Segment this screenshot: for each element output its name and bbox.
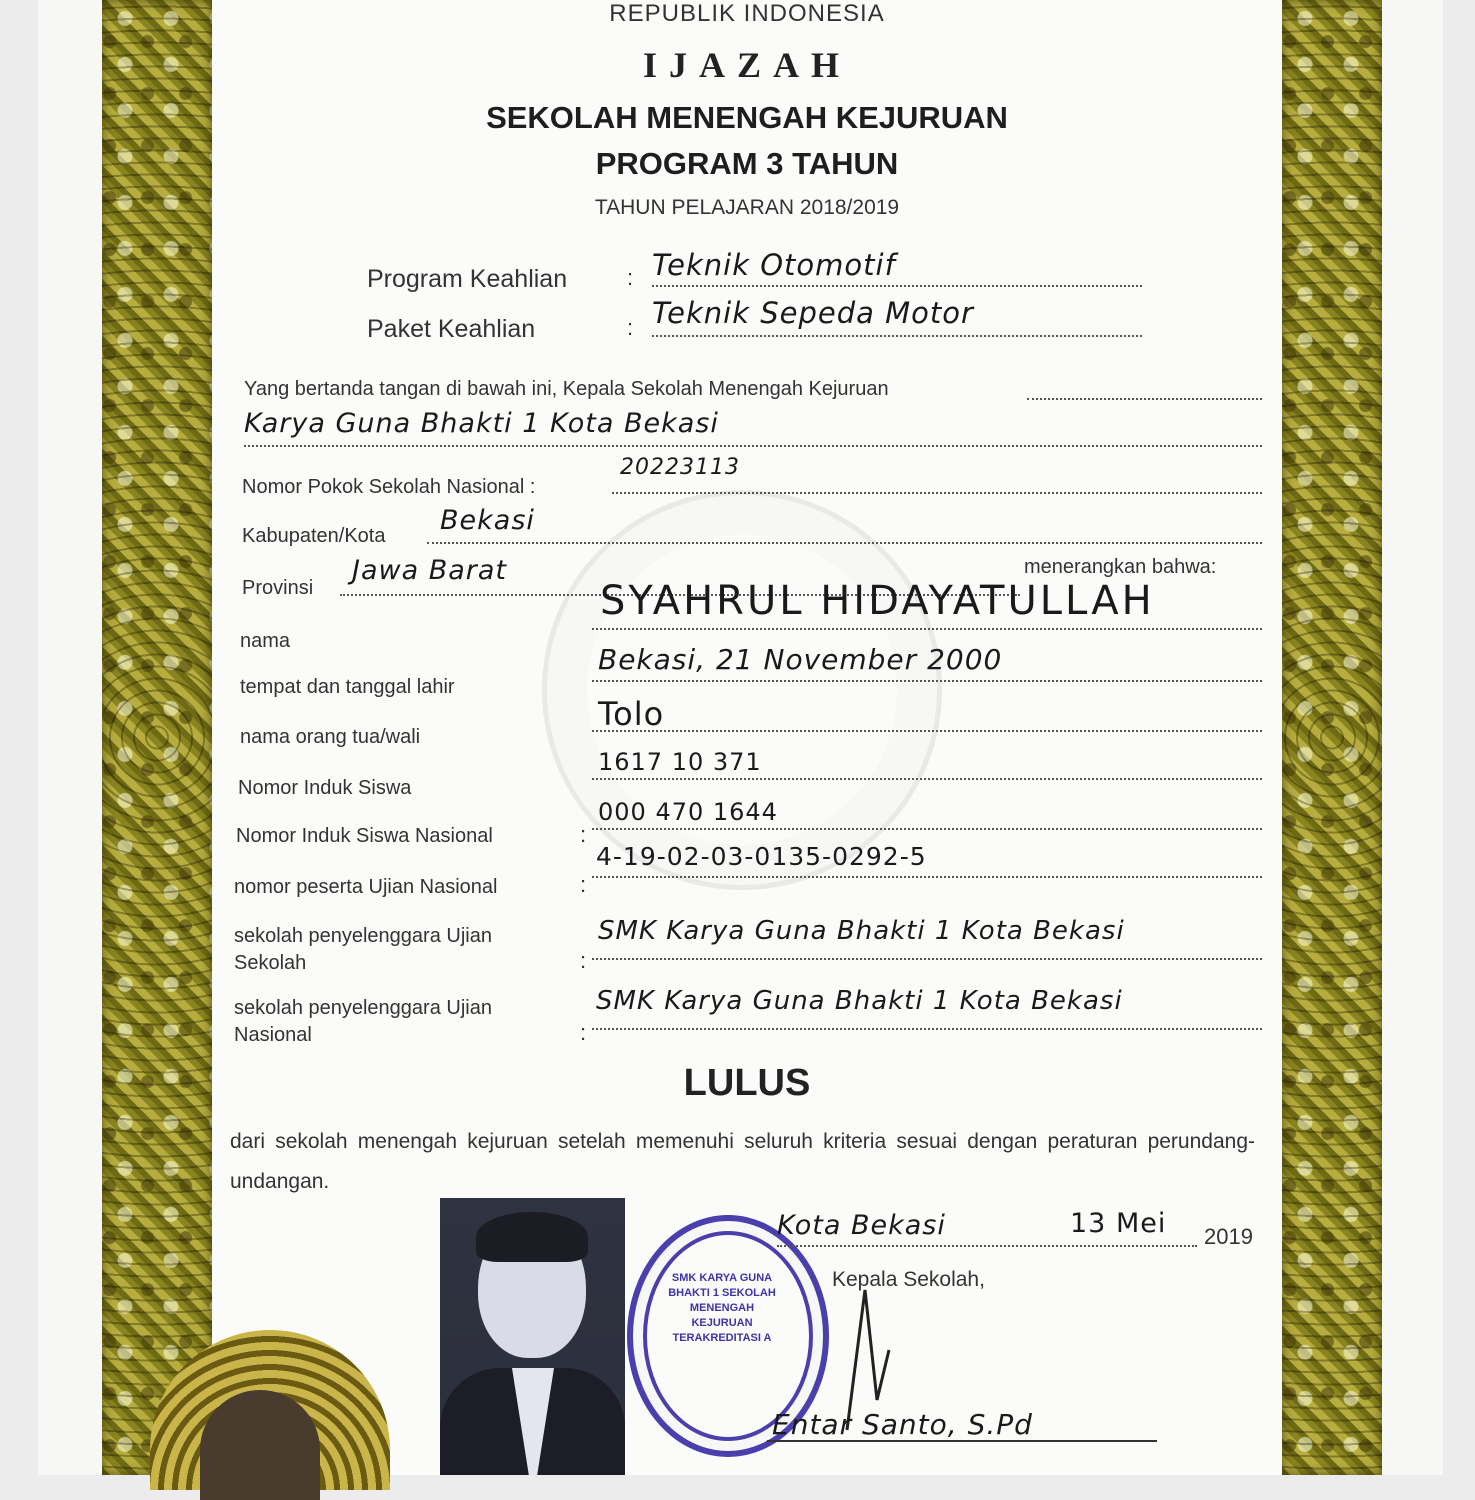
result-status: LULUS — [683, 1062, 811, 1104]
paket-keahlian-label: Paket Keahlian — [367, 315, 536, 343]
signer-name: Entar Santo, S.Pd — [772, 1408, 1033, 1441]
program-keahlian-label: Program Keahlian — [367, 265, 568, 293]
program-duration: PROGRAM 3 TAHUN — [595, 146, 899, 181]
colon: : — [580, 948, 587, 973]
dotted-line — [592, 1028, 1262, 1030]
dotted-line — [1027, 398, 1262, 400]
provinsi-label: Provinsi — [242, 577, 314, 599]
npsn-label: Nomor Pokok Sekolah Nasional : — [242, 476, 536, 498]
colon: : — [580, 822, 587, 847]
ujian-sekolah-value: SMK Karya Guna Bhakti 1 Kota Bekasi — [598, 916, 1125, 946]
dotted-line — [612, 492, 1262, 494]
dotted-line — [592, 730, 1262, 732]
program-keahlian-value: Teknik Otomotif — [652, 248, 896, 282]
kabupaten-label: Kabupaten/Kota — [242, 525, 386, 547]
signing-date: 13 Mei — [1070, 1208, 1167, 1239]
nopes-value: 4-19-02-03-0135-0292-5 — [596, 842, 927, 871]
document-title: IJAZAH — [642, 45, 852, 85]
signing-year: 2019 — [1204, 1224, 1253, 1249]
ttl-value: Bekasi, 21 November 2000 — [598, 643, 1003, 676]
nisn-value: 000 470 1644 — [598, 798, 778, 826]
intro-text: Yang bertanda tangan di bawah ini, Kepala Sekolah Menengah Kejuruan — [244, 378, 889, 400]
dotted-line — [592, 778, 1262, 780]
watermark-seal — [542, 490, 942, 890]
signing-place: Kota Bekasi — [777, 1210, 946, 1241]
colon: : — [627, 315, 634, 340]
ujian-sekolah-label-2: Sekolah — [234, 952, 307, 974]
colon: : — [580, 872, 587, 897]
nisn-label: Nomor Induk Siswa Nasional — [236, 825, 493, 847]
stamp-text: SMK KARYA GUNA BHAKTI 1 SEKOLAH MENENGAH KEJURUAN TERAKREDITASI A — [668, 1272, 776, 1344]
dotted-line — [244, 445, 1262, 447]
header-republik: REPUBLIK INDONESIA — [609, 0, 885, 27]
ujian-nasional-label-2: Nasional — [234, 1024, 312, 1046]
dotted-line — [592, 876, 1262, 878]
paket-keahlian-value: Teknik Sepeda Motor — [652, 296, 974, 330]
student-photo — [440, 1198, 625, 1475]
signature-line — [767, 1440, 1157, 1442]
kabupaten-value: Bekasi — [440, 505, 535, 536]
nama-label: nama — [240, 630, 291, 652]
colon: : — [580, 1020, 587, 1045]
dotted-line — [777, 1245, 1197, 1247]
ujian-sekolah-label-1: sekolah penyelenggara Ujian — [234, 925, 492, 947]
ornamental-border-right — [1282, 0, 1382, 1475]
ujian-nasional-value: SMK Karya Guna Bhakti 1 Kota Bekasi — [596, 986, 1123, 1016]
dotted-line — [592, 680, 1262, 682]
nis-value: 1617 10 371 — [598, 748, 762, 776]
ortu-label: nama orang tua/wali — [240, 726, 421, 748]
signing-role: Kepala Sekolah, — [832, 1268, 985, 1291]
ornamental-border-left — [102, 0, 212, 1475]
dotted-line — [427, 542, 1262, 544]
school-type: SEKOLAH MENENGAH KEJURUAN — [486, 100, 1008, 135]
dotted-line — [592, 958, 1262, 960]
provinsi-value: Jawa Barat — [352, 555, 508, 586]
dotted-line — [592, 628, 1262, 630]
dotted-line — [652, 285, 1142, 287]
nis-label: Nomor Induk Siswa — [238, 777, 412, 799]
result-text: dari sekolah menengah kejuruan setelah memenuhi seluruh kriteria sesuai dengan peraturan perundang-undangan. — [230, 1130, 1255, 1193]
colon: : — [627, 265, 634, 290]
nopes-label: nomor peserta Ujian Nasional — [234, 876, 498, 898]
certificate-body — [212, 0, 1282, 1475]
npsn-value: 20223113 — [620, 455, 740, 480]
nama-value: SYAHRUL HIDAYATULLAH — [600, 578, 1155, 624]
ujian-nasional-label-1: sekolah penyelenggara Ujian — [234, 997, 492, 1019]
menerangkan-label: menerangkan bahwa: — [1024, 556, 1217, 578]
dotted-line — [652, 335, 1142, 337]
ttl-label: tempat dan tanggal lahir — [240, 676, 455, 698]
ortu-value: Tolo — [598, 695, 665, 733]
school-name-value: Karya Guna Bhakti 1 Kota Bekasi — [244, 408, 719, 439]
academic-year: TAHUN PELAJARAN 2018/2019 — [594, 196, 900, 219]
dotted-line — [592, 828, 1262, 830]
